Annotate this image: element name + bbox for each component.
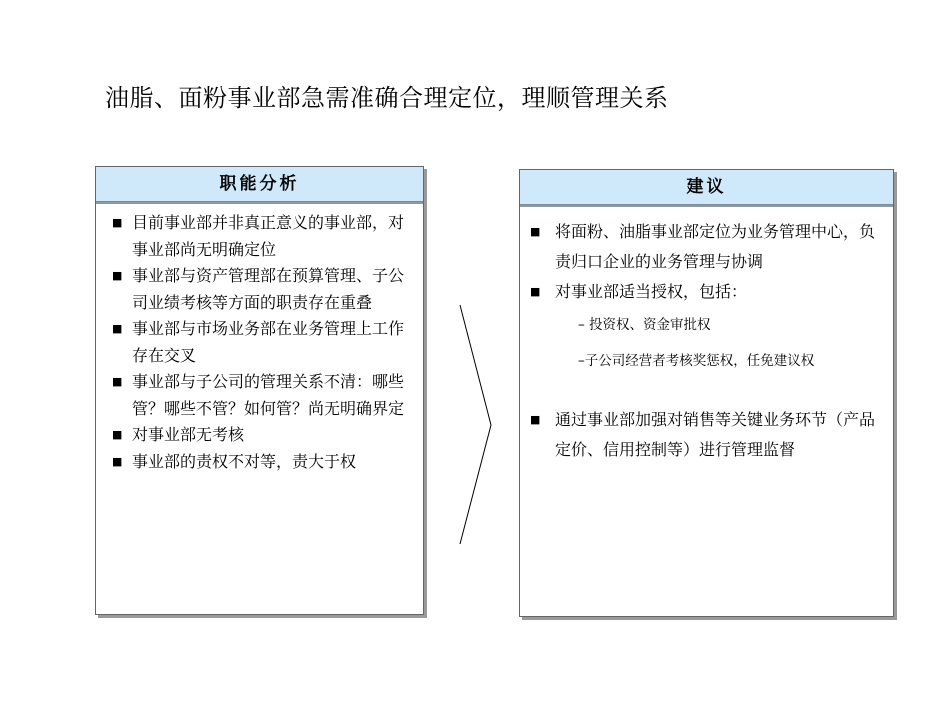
suggestion-panel (519, 169, 894, 617)
list-item: ■ 事业部与资产管理部在预算管理、子公司业绩考核等方面的职责存在重叠 (110, 263, 413, 316)
list-item: ■ 事业部与子公司的管理关系不清：哪些管？哪些不管？如何管？尚无明确界定 (110, 369, 413, 422)
list-item: ■ 通过事业部加强对销售等关键业务环节（产品定价、信用控制等）进行管理监督 (530, 405, 883, 465)
list-item: ■ 事业部的责权不对等，责大于权 (110, 449, 413, 476)
chevron-right-icon (458, 303, 494, 547)
function-analysis-panel (95, 166, 424, 615)
suggestion-header: 建议 (520, 170, 893, 205)
list-item: ■ 对事业部无考核 (110, 422, 413, 449)
bullet-icon: ■ (112, 428, 123, 441)
page-title: 油脂、面粉事业部急需准确合理定位，理顺管理关系 (105, 84, 669, 112)
function-analysis-header: 职能分析 (96, 167, 423, 202)
bullet-icon: ■ (530, 285, 541, 298)
bullet-icon: ■ (112, 322, 123, 335)
bullet-icon: ■ (112, 375, 123, 388)
list-item: ■ 事业部与市场业务部在业务管理上工作存在交叉 (110, 316, 413, 369)
bullet-icon: ■ (112, 269, 123, 282)
bullet-icon: ■ (530, 225, 541, 238)
sub-list-item: –子公司经营者考核奖惩权，任免建议权 (578, 353, 815, 369)
suggestion-list (520, 205, 893, 465)
spacer (530, 379, 883, 405)
list-item: ■ 对事业部适当授权，包括： (530, 277, 883, 307)
bullet-icon: ■ (530, 413, 541, 426)
list-item: ■ 将面粉、油脂事业部定位为业务管理中心，负责归口企业的业务管理与协调 (530, 217, 883, 277)
bullet-icon: ■ (112, 216, 123, 229)
bullet-icon: ■ (112, 454, 123, 468)
function-analysis-list (96, 202, 423, 475)
list-item: ■ 目前事业部并非真正意义的事业部，对事业部尚无明确定位 (110, 210, 413, 263)
sub-list-item: – 投资权、资金审批权 (578, 317, 711, 333)
